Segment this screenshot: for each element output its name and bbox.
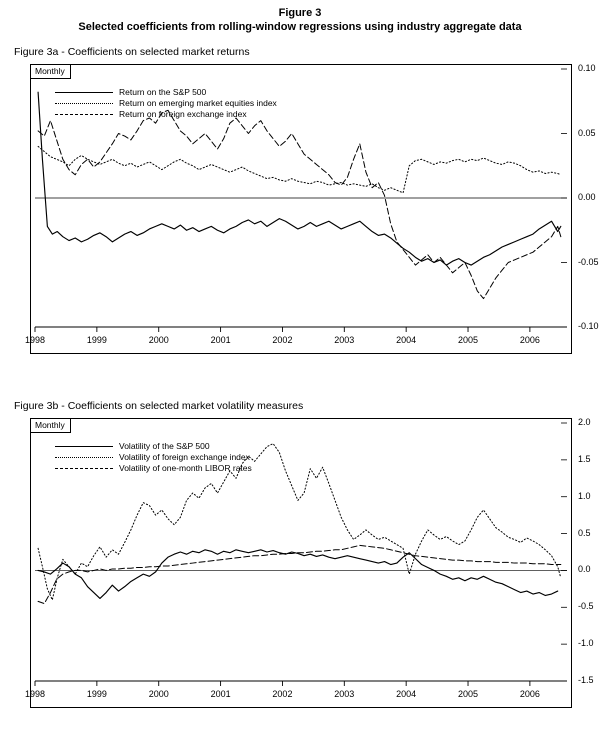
legend-item-sp500 [55,87,277,98]
y-axis-tick-label: 2.0 [578,417,591,427]
panel-a-legend [55,87,277,120]
y-axis-tick-label: 1.5 [578,453,591,464]
panel-a [14,63,599,374]
x-axis-tick-label: 1998 [24,689,46,699]
x-axis-tick-label: 1998 [24,335,46,345]
x-axis-tick-label: 2005 [458,335,479,345]
x-axis-tick-label: 2005 [458,689,479,699]
legend-label: Return on foreign exchange index [119,109,247,119]
legend-label: Volatility of foreign exchange index [119,452,250,462]
y-axis-tick-label: -0.5 [578,601,594,612]
legend-item-emerging [55,98,277,109]
x-axis-tick-label: 2006 [519,689,540,699]
panel-a-unit-box: Monthly [31,65,71,79]
x-axis-tick-label: 2000 [148,335,169,345]
y-axis-tick-label: 1.0 [578,490,591,501]
legend-label: Volatility of one-month LIBOR rates [119,463,252,473]
y-axis-tick-label: -0.10 [578,321,599,331]
x-axis-tick-label: 1999 [86,335,107,345]
legend-item-sp500-vol [55,441,252,452]
y-axis-tick-label: 0.0 [578,564,591,575]
legend-label: Return on the S&P 500 [119,87,207,97]
x-axis-tick-label: 2002 [272,689,293,699]
x-axis-tick-label: 2001 [210,689,231,699]
legend-item-fx-vol [55,452,252,463]
x-axis-tick-label: 2003 [334,335,355,345]
legend-item-fx [55,109,277,120]
x-axis-tick-label: 2000 [148,689,169,699]
line-style-dashed-icon [55,109,113,120]
y-axis-tick-label: -0.05 [578,256,599,267]
x-axis-tick-label: 2004 [396,689,417,699]
y-axis-tick-label: 0.05 [578,127,596,138]
line-style-solid-icon [55,441,113,452]
x-axis-tick-label: 2003 [334,689,355,699]
legend-label: Volatility of the S&P 500 [119,441,210,451]
panel-b-caption: Figure 3b - Coefficients on selected market volatility measures [14,400,304,412]
x-axis-tick-label: 2006 [519,335,540,345]
y-axis-tick-label: 0.5 [578,527,591,538]
line-style-dotted-icon [55,452,113,463]
figure-title [0,0,600,34]
panel-a-caption: Figure 3a - Coefficients on selected market returns [14,46,250,58]
y-axis-tick-label: -1.5 [578,675,594,685]
figure-title-line-2: Selected coefficients from rolling-window regressions using industry aggregate data [78,21,522,33]
x-axis-tick-label: 2004 [396,335,417,345]
y-axis-tick-label: 0.00 [578,192,596,202]
x-axis-tick-label: 2001 [210,335,231,345]
line-style-solid-icon [55,87,113,98]
panel-b-unit-box: Monthly [31,419,71,433]
line-style-dashed-icon [55,463,113,474]
y-axis-tick-label: -1.0 [578,638,594,649]
panel-b-legend [55,441,252,474]
legend-label: Return on emerging market equities index [119,98,277,108]
legend-item-libor-vol [55,463,252,474]
line-style-dotted-icon [55,98,113,109]
x-axis-tick-label: 1999 [86,689,107,699]
figure-title-line-1: Figure 3 [278,7,322,19]
y-axis-tick-label: 0.10 [578,63,596,73]
panel-b [14,417,594,728]
x-axis-tick-label: 2002 [272,335,293,345]
